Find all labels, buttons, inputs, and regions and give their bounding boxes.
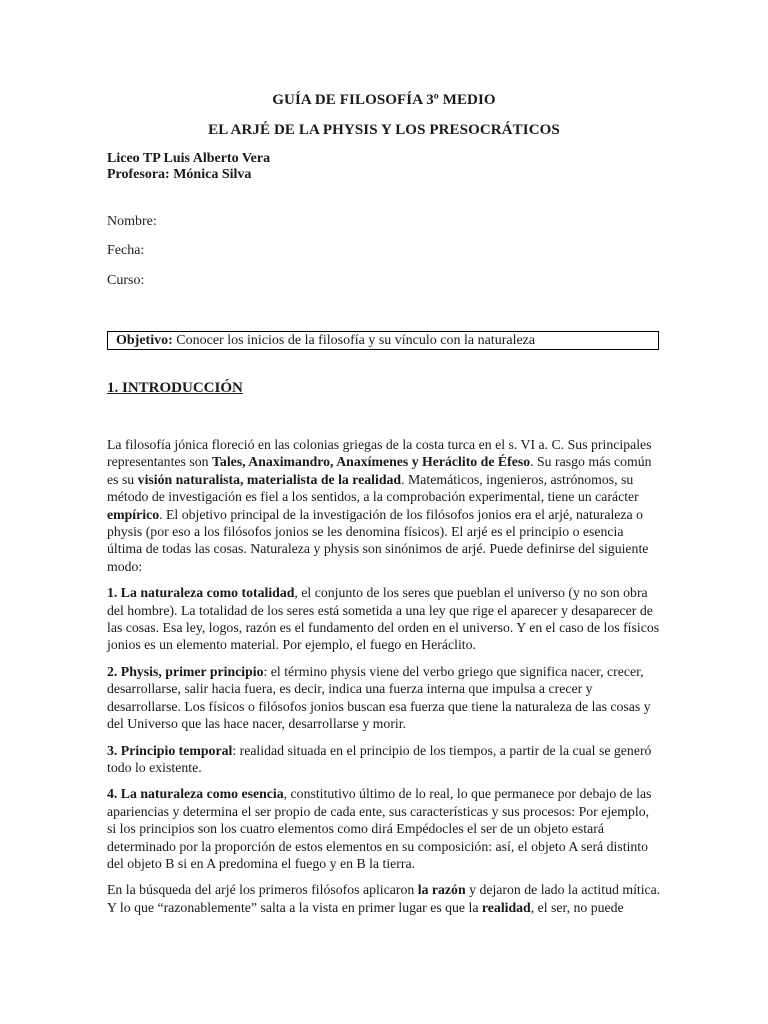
objective-text: Conocer los inicios de la filosofía y su vínculo con la naturaleza — [172, 333, 536, 348]
intro-text-3: . Matemáticos, ingenieros, astrónomos, su método de investigación es fiel a los sentidos, a la comprobación experimental, tiene un carácter — [107, 471, 639, 505]
closing-paragraph — [107, 881, 661, 916]
point-paragraph-2 — [107, 663, 661, 733]
date-field-label: Fecha: — [107, 243, 145, 258]
point-3-heading: 3. Principio temporal — [107, 742, 233, 758]
point-paragraph-1 — [107, 584, 661, 654]
point-4-heading: 4. La naturaleza como esencia — [107, 786, 284, 802]
point-paragraph-4 — [107, 785, 661, 872]
intro-paragraph — [107, 436, 661, 575]
teacher-name: Profesora: Mónica Silva — [107, 167, 252, 182]
closing-text-3: , el ser, no puede — [530, 899, 624, 915]
document-title: GUÍA DE FILOSOFÍA 3º MEDIO — [272, 92, 496, 108]
document-body — [107, 436, 661, 925]
closing-bold-1: la razón — [417, 882, 466, 898]
intro-bold-3: empírico — [107, 506, 160, 522]
intro-bold-2: visión naturalista, materialista de la realidad — [137, 471, 402, 487]
point-3-text: : realidad situada en el principio de los tiempos, a partir de la cual se generó todo lo existente. — [107, 742, 652, 775]
closing-text-1: En la búsqueda del arjé los primeros filósofos aplicaron — [107, 882, 418, 898]
closing-bold-2: realidad — [481, 899, 531, 915]
school-name: Liceo TP Luis Alberto Vera — [107, 151, 271, 166]
course-field-label: Curso: — [107, 273, 145, 288]
objective-box — [107, 331, 659, 350]
intro-text-2: . Su rasgo más común es su — [107, 454, 652, 487]
name-field-label: Nombre: — [107, 214, 157, 229]
intro-text-1: La filosofía jónica floreció en las colonias griegas de la costa turca en el s. VI a. C. Sus principales representantes son — [107, 437, 652, 470]
point-2-heading: 2. Physis, primer principio — [107, 663, 264, 679]
point-2-text: : el término physis viene del verbo griego que significa nacer, crecer, desarrollarse, salir hacia fuera, es decir, indica una fuerza interna que impulsa a crecer y desarrollarse. Los físicos o filósofos jonios buscan esa fuerza que tiene la naturaleza de las cosas y del Universo que las hace nacer, desarrollarse y morir. — [107, 663, 651, 732]
closing-text-2: y dejaron de lado la actitud mítica. Y lo que “razonablemente” salta a la vista en primer lugar es que la — [107, 882, 661, 915]
point-1-text: , el conjunto de los seres que pueblan el universo (y no son obra del hombre). La totalidad de los seres está sometida a una ley que rige el aparecer y desaparecer de las cosas. Esa ley, logos, razón es el fundamento del orden en el universo. Y en el caso de los físicos jonios es un elemento material. Por ejemplo, el fuego en Heráclito. — [107, 585, 660, 653]
objective-label: Objetivo: — [116, 333, 173, 348]
document-subtitle: EL ARJÉ DE LA PHYSIS Y LOS PRESOCRÁTICOS — [208, 122, 560, 138]
intro-bold-1: Tales, Anaximandro, Anaxímenes y Heráclito de Éfeso — [211, 454, 531, 470]
point-paragraph-3 — [107, 742, 661, 777]
intro-text-4: . El objetivo principal de la investigación de los filósofos jonios era el arjé, naturaleza o physis (por eso a los filósofos jonios se les denomina físicos). El arjé es el principio o esencia última de todas las cosas. Naturaleza y physis son sinónimos de arjé. Puede definirse del siguiente modo: — [107, 506, 649, 574]
point-4-text: , constitutivo último de lo real, lo que permanece por debajo de las apariencias y determina el ser propio de cada ente, sus características y sus procesos: Por ejemplo, si los principios son los cuatro elementos como dirá Empédocles el ser de un objeto estará determinado por la proporción de estos elementos en su composición: así, el objeto A será distinto del objeto B si en A predomina el fuego y en B la tierra. — [107, 786, 652, 871]
point-1-heading: 1. La naturaleza como totalidad — [107, 585, 295, 601]
section-heading: 1. INTRODUCCIÓN — [107, 380, 243, 396]
